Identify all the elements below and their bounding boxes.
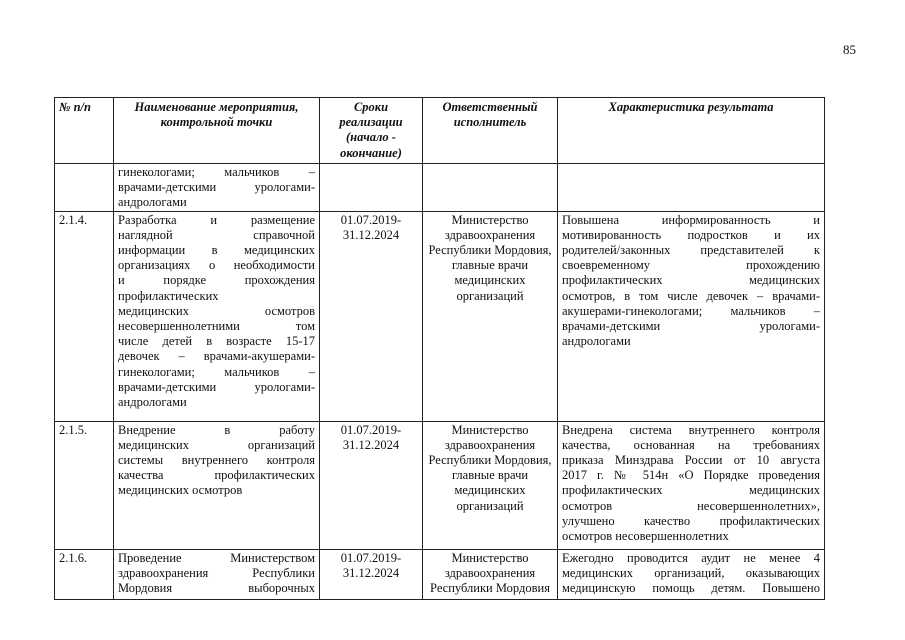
text-line: Республики Мордовия <box>430 581 550 596</box>
text-line: врачами-детскими урологами- <box>562 319 820 334</box>
text-line: медицинских <box>454 273 526 288</box>
text-line: Ежегодно проводится аудит не менее 4 <box>562 550 820 565</box>
header-name-line: контрольной точки <box>160 115 273 130</box>
header-dates-line: (начало - <box>346 130 396 145</box>
text-line: главные врачи <box>451 468 529 483</box>
date-line: 31.12.2024 <box>342 227 400 242</box>
table-header-row <box>55 98 825 164</box>
date-line: 01.07.2019- <box>340 550 402 565</box>
row-activity-name <box>114 211 320 421</box>
header-result: Характеристика результата <box>558 98 825 164</box>
text-line: осмотров несовершеннолетних», <box>562 498 820 513</box>
text-line: медицинских организаций, оказывающих <box>562 565 820 580</box>
row-result <box>558 164 825 212</box>
text-line: числе детей в возрасте 15-17 <box>118 334 315 349</box>
text-line: медицинскую помощь детям. Повышено <box>562 581 820 596</box>
text-line: Республики Мордовия, <box>428 453 552 468</box>
text-line: Министерство <box>451 212 529 227</box>
row-result <box>558 211 825 421</box>
text-line: медицинских осмотров <box>118 303 315 318</box>
text-line: организаций <box>456 288 524 303</box>
row-result <box>558 549 825 599</box>
text-line: профилактических <box>118 288 219 303</box>
row-dates <box>320 164 423 212</box>
header-dates-line: реализации <box>339 115 403 130</box>
text-line: организациях о необходимости <box>118 258 315 273</box>
header-name-line: Наименование мероприятия, <box>134 100 299 114</box>
text-line: информации в медицинских <box>118 243 315 258</box>
text-line: акушерами-гинекологами; мальчиков – <box>562 303 820 318</box>
row-number <box>55 164 114 212</box>
text-line: главные врачи <box>451 258 529 273</box>
text-line: девочек – врачами-акушерами- <box>118 349 315 364</box>
table-row <box>55 421 825 549</box>
text-line: андрологами <box>118 195 187 210</box>
date-line: 01.07.2019- <box>340 422 402 437</box>
text-line: Проведение Министерством <box>118 550 315 565</box>
table-row <box>55 164 825 212</box>
row-result <box>558 421 825 549</box>
text-line: Разработка и размещение <box>118 212 315 227</box>
text-line: Внедрение в работу <box>118 422 315 437</box>
table-row <box>55 211 825 421</box>
page-number: 85 <box>843 42 856 57</box>
text-line: здравоохранения <box>444 565 536 580</box>
text-line: Повышена информированность и <box>562 212 820 227</box>
header-dates-line: окончание) <box>340 145 402 160</box>
row-responsible <box>423 549 558 599</box>
header-responsible <box>423 98 558 164</box>
row-responsible <box>423 211 558 421</box>
header-dates-line: Сроки <box>353 100 389 114</box>
row-dates <box>320 211 423 421</box>
text-line: врачами-детскими урологами- <box>118 180 315 195</box>
row-number: 2.1.5. <box>55 421 114 549</box>
row-responsible <box>423 421 558 549</box>
text-line: здравоохранения Республики <box>118 565 315 580</box>
row-responsible <box>423 164 558 212</box>
text-line: 2017 г. № 514н «О Порядке проведения <box>562 468 820 483</box>
header-responsible-line: исполнитель <box>453 115 527 130</box>
row-dates <box>320 421 423 549</box>
text-line: профилактических медицинских <box>562 273 820 288</box>
text-line: здравоохранения <box>444 437 536 452</box>
date-line: 31.12.2024 <box>342 437 400 452</box>
row-number: 2.1.4. <box>55 211 114 421</box>
text-line: гинекологами; мальчиков – <box>118 165 315 179</box>
text-line: наглядной справочной <box>118 227 315 242</box>
header-activity-name <box>114 98 320 164</box>
text-line: мотивированность подростков и их <box>562 227 820 242</box>
text-line: медицинских осмотров <box>118 483 243 498</box>
header-dates <box>320 98 423 164</box>
row-activity-name <box>114 421 320 549</box>
activities-table <box>54 97 825 600</box>
row-activity-name <box>114 164 320 212</box>
text-line: андрологами <box>118 395 187 410</box>
text-line: гинекологами; мальчиков – <box>118 364 315 379</box>
text-line: профилактических медицинских <box>562 483 820 498</box>
text-line: Республики Мордовия, <box>428 243 552 258</box>
text-line: осмотров, в том числе девочек – врачами- <box>562 288 820 303</box>
date-line: 31.12.2024 <box>342 565 400 580</box>
row-activity-name <box>114 549 320 599</box>
text-line: качества профилактических <box>118 468 315 483</box>
text-line: Внедрена система внутреннего контроля <box>562 422 820 437</box>
text-line: Министерство <box>451 550 529 565</box>
text-line: Министерство <box>451 422 529 437</box>
text-line: улучшено качество профилактических <box>562 513 820 528</box>
text-line: организаций <box>456 498 524 513</box>
text-line: качества, основанная на требованиях <box>562 437 820 452</box>
text-line: несовершеннолетними том <box>118 319 315 334</box>
text-line: андрологами <box>562 334 631 349</box>
text-line: здравоохранения <box>444 227 536 242</box>
text-line: приказа Минздрава России от 10 августа <box>562 453 820 468</box>
date-line: 01.07.2019- <box>340 212 402 227</box>
text-line: системы внутреннего контроля <box>118 453 315 468</box>
header-responsible-line: Ответственный <box>442 100 538 114</box>
text-line: родителей/законных представителей к <box>562 243 820 258</box>
text-line: Мордовия выборочных <box>118 581 315 596</box>
text-line: своевременному прохождению <box>562 258 820 273</box>
row-number: 2.1.6. <box>55 549 114 599</box>
text-line: медицинских организаций <box>118 437 315 452</box>
row-dates <box>320 549 423 599</box>
header-number: № п/п <box>55 98 114 164</box>
text-line: и порядке прохождения <box>118 273 315 288</box>
table-row <box>55 549 825 599</box>
text-line: врачами-детскими урологами- <box>118 379 315 394</box>
text-line: осмотров несовершеннолетних <box>562 529 729 544</box>
text-line: медицинских <box>454 483 526 498</box>
